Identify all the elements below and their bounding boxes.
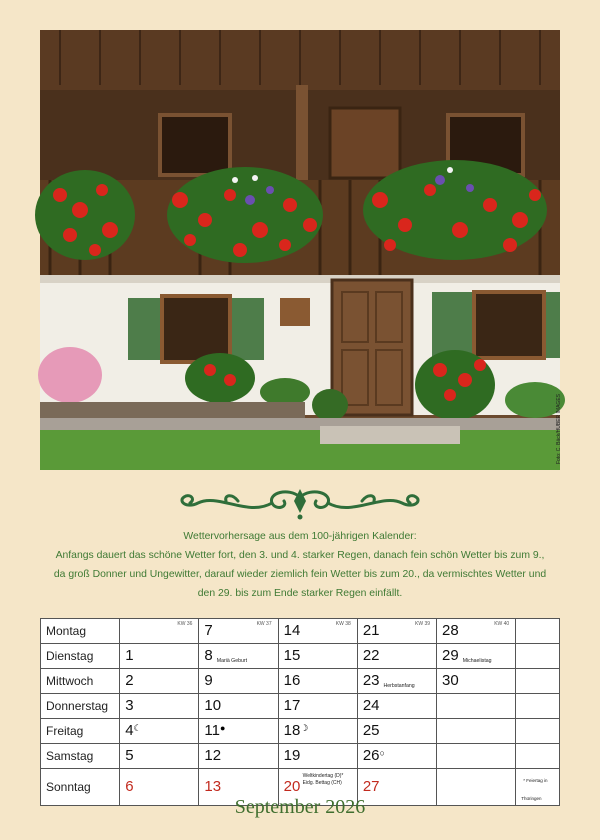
day-number: 25 [362,722,380,739]
notes-cell [516,719,560,744]
holiday-note [303,773,344,787]
day-number: 23 [362,672,380,689]
row-tuesday [41,644,560,669]
week-number: KW 38 [335,621,351,627]
decorative-ornament [168,487,432,521]
farmhouse-image [40,30,560,470]
day-number: 21 [362,622,380,639]
day-cell [120,644,199,669]
moon-phase-icon: ☾ [133,723,142,733]
day-number: 22 [362,647,380,664]
day-number: 12 [204,747,222,764]
day-cell [357,694,436,719]
day-number: 5 [125,747,134,764]
notes-cell [516,694,560,719]
day-cell [278,744,357,769]
day-number: 16 [283,672,301,689]
forecast-text-line: da groß Donner und Ungewitter, darauf wieder ziemlich fein Wetter bis zum 20., da vermischtes Wetter und [53,569,547,580]
day-cell [437,644,516,669]
day-cell [437,669,516,694]
day-number: 4 [125,722,134,739]
day-number: 24 [362,697,380,714]
day-number: 15 [283,647,301,664]
day-cell [278,719,357,744]
day-cell [357,744,436,769]
photo-credit: Foto: C. Bäck/HUBER IMAGES [556,393,562,464]
day-number: 8 [204,647,213,664]
week-number: KW 40 [494,621,510,627]
moon-phase-icon: ☽ [300,723,309,733]
moon-phase-icon: ○ [379,748,385,758]
day-number: 1 [125,647,134,664]
moon-phase-icon: ● [219,723,226,733]
day-name: Mittwoch [41,669,120,694]
day-cell [278,694,357,719]
day-number: 17 [283,697,301,714]
day-name: Donnerstag [41,694,120,719]
day-number: 6 [125,778,134,795]
holiday-note: Herbstanfang [383,683,415,689]
day-name: Freitag [41,719,120,744]
day-cell [120,744,199,769]
row-thursday [41,694,560,719]
holiday-note-line: Weltkindertag (D)* [302,773,344,779]
day-cell [357,669,436,694]
holiday-note-line: Eidg. Bettag (CH) [302,780,342,786]
day-number: 11 [204,722,220,739]
day-cell [437,694,516,719]
day-cell [120,719,199,744]
day-number: 7 [204,622,213,639]
day-number: 9 [204,672,213,689]
day-number: 20 [283,778,301,795]
day-cell [357,644,436,669]
day-cell [199,644,278,669]
week-number: KW 39 [415,621,431,627]
forecast-text-line: den 29. bis zum Ende starker Regen einfällt. [197,588,403,599]
week-number: KW 36 [177,621,193,627]
calendar-grid [40,618,560,806]
row-monday [41,619,560,644]
day-name: Dienstag [41,644,120,669]
day-number: 2 [125,672,134,689]
day-number: 18 [283,722,301,739]
day-number: 28 [442,622,459,639]
forecast-heading: Wettervorhersage aus dem 100-jährigen Kalender: [183,531,417,542]
day-number: 10 [204,697,222,714]
holiday-note: Michaelistag [462,658,492,664]
day-number: 30 [442,672,459,689]
notes-cell [516,619,560,644]
day-cell [199,694,278,719]
footnote: * Feiertag in Thüringen [521,778,548,801]
holiday-note: Mariä Geburt [216,658,248,664]
day-cell [278,644,357,669]
row-friday [41,719,560,744]
day-cell [278,669,357,694]
day-cell [437,719,516,744]
day-cell [199,669,278,694]
calendar-photo [40,30,560,470]
day-name: Montag [41,619,120,644]
day-name: Samstag [41,744,120,769]
row-wednesday [41,669,560,694]
day-name: Sonntag [41,769,120,806]
day-number: 29 [442,647,459,664]
day-number: 19 [283,747,301,764]
notes-cell [516,744,560,769]
row-saturday [41,744,560,769]
day-number: 13 [204,778,222,795]
forecast-text-line: Anfangs dauert das schöne Wetter fort, den 3. und 4. starker Regen, danach fein schön Wetter bis zum 9., [55,550,545,561]
day-cell [199,719,278,744]
notes-cell [516,644,560,669]
day-cell [437,619,516,644]
day-cell [120,694,199,719]
day-cell [437,744,516,769]
day-number: 14 [283,622,301,639]
day-cell [199,619,278,644]
week-number: KW 37 [256,621,272,627]
day-cell [120,669,199,694]
day-cell [120,619,199,644]
month-title: September 2026 [234,796,366,818]
day-cell [199,744,278,769]
day-number: 26 [362,747,380,764]
day-cell [357,719,436,744]
day-number: 27 [362,778,380,795]
day-cell [357,619,436,644]
notes-cell [516,669,560,694]
day-number: 3 [125,697,134,714]
weather-forecast [40,527,560,603]
day-cell [278,619,357,644]
